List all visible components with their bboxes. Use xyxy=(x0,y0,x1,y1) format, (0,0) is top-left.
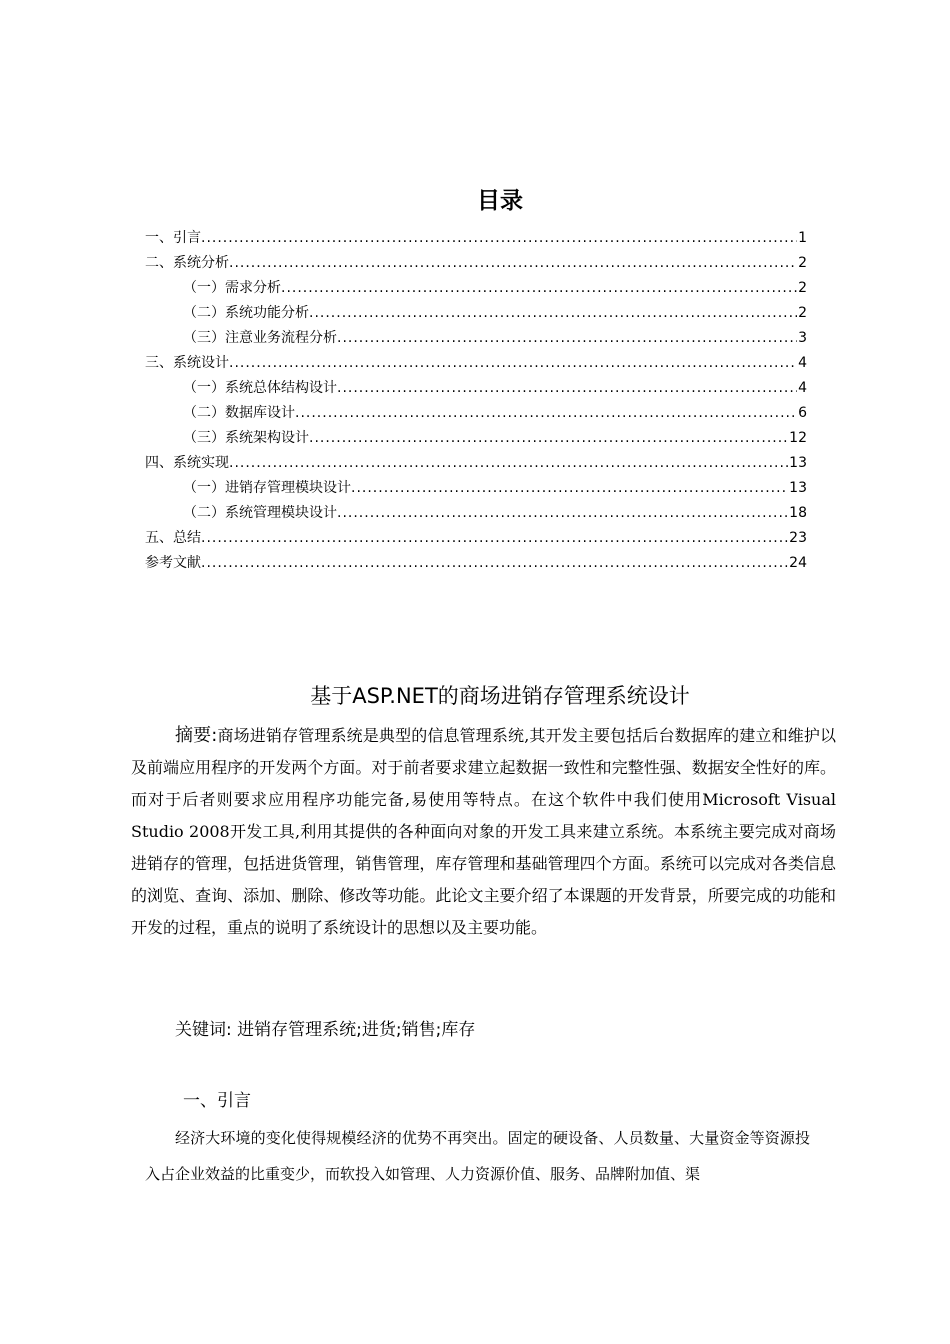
toc-entry[interactable] xyxy=(145,301,807,326)
toc-entry-page: 12 xyxy=(789,430,807,446)
toc-entry-label: 二、系统分析 xyxy=(145,255,229,271)
section-heading: 一、引言 xyxy=(183,1091,251,1111)
toc-entry[interactable] xyxy=(145,401,807,426)
toc-leader-dots xyxy=(337,326,797,351)
toc-entry[interactable] xyxy=(145,476,807,501)
toc-leader-dots xyxy=(201,551,788,576)
toc-entry[interactable] xyxy=(145,376,807,401)
toc-leader-dots xyxy=(337,376,797,401)
toc-entry-label: 四、系统实现 xyxy=(145,455,229,471)
toc-entry-label: 五、总结 xyxy=(145,530,201,546)
toc-leader-dots xyxy=(309,301,797,326)
toc-entry-page: 24 xyxy=(789,555,807,571)
toc-leader-dots xyxy=(309,426,788,451)
toc-leader-dots xyxy=(337,501,788,526)
keywords-label: 关键词: xyxy=(175,1020,232,1040)
abstract-paragraph xyxy=(131,720,836,944)
toc-entry[interactable] xyxy=(145,251,807,276)
toc-entry-label: （一）系统总体结构设计 xyxy=(183,380,337,396)
toc-leader-dots xyxy=(229,351,797,376)
toc-entry-label: 参考文献 xyxy=(145,555,201,571)
keywords-line xyxy=(175,1014,835,1046)
toc-entry-label: 一、引言 xyxy=(145,230,201,246)
toc-entry-label: 三、系统设计 xyxy=(145,355,229,371)
toc-entry-page: 2 xyxy=(798,280,807,296)
toc-entry[interactable] xyxy=(145,451,807,476)
toc-entry-page: 6 xyxy=(798,405,807,421)
toc-entry-page: 2 xyxy=(798,255,807,271)
toc-entry-label: （三）注意业务流程分析 xyxy=(183,330,337,346)
toc-entry-label: （三）系统架构设计 xyxy=(183,430,309,446)
toc-leader-dots xyxy=(201,226,797,251)
toc-leader-dots xyxy=(351,476,788,501)
toc-entry[interactable] xyxy=(145,426,807,451)
toc-leader-dots xyxy=(229,251,797,276)
toc-entry-label: （二）数据库设计 xyxy=(183,405,295,421)
toc-leader-dots xyxy=(201,526,788,551)
toc-entry-label: （二）系统管理模块设计 xyxy=(183,505,337,521)
toc-entry[interactable] xyxy=(145,326,807,351)
toc-entry-page: 13 xyxy=(789,455,807,471)
toc-leader-dots xyxy=(281,276,797,301)
toc-entry-page: 2 xyxy=(798,305,807,321)
toc-entry[interactable] xyxy=(145,551,807,576)
abstract-text: 商场进销存管理系统是典型的信息管理系统,其开发主要包括后台数据库的建立和维护以及前端应用程序的开发两个方面。对于前者要求建立起数据一致性和完整性强、数据安全性好的库。而对于后者则要求应用程序功能完备,易使用等特点。在这个软件中我们使用Microsoft Visual Studio 2008开发工具,利用其提供的各种面向对象的开发工具来建立系统。本系统主要完成对商场进销存的管理，包括进货管理，销售管理，库存管理和基础管理四个方面。系统可以完成对各类信息的浏览、查询、添加、删除、修改等功能。此论文主要介绍了本课题的开发背景，所要完成的功能和开发的过程，重点的说明了系统设计的思想以及主要功能。 xyxy=(131,726,836,937)
toc-entry-label: （二）系统功能分析 xyxy=(183,305,309,321)
intro-paragraph: 经济大环境的变化使得规模经济的优势不再突出。固定的硬设备、人员数量、大量资金等资源投入占企业效益的比重变少，而软投入如管理、人力资源价值、服务、品牌附加值、渠 xyxy=(145,1129,810,1183)
toc-entry[interactable] xyxy=(145,526,807,551)
toc-entry-label: （一）需求分析 xyxy=(183,280,281,296)
toc-entry[interactable] xyxy=(145,501,807,526)
toc-entry-page: 18 xyxy=(789,505,807,521)
toc-entry-page: 23 xyxy=(789,530,807,546)
toc-entry-page: 13 xyxy=(789,480,807,496)
toc-leader-dots xyxy=(229,451,788,476)
toc-entry-page: 3 xyxy=(798,330,807,346)
toc-entry-page: 4 xyxy=(798,380,807,396)
toc-entry[interactable] xyxy=(145,276,807,301)
toc-title: 目录 xyxy=(477,188,523,214)
abstract-label: 摘要: xyxy=(175,725,218,746)
keywords-text: 进销存管理系统;进货;销售;库存 xyxy=(237,1020,476,1040)
toc-leader-dots xyxy=(295,401,797,426)
toc-entry-page: 1 xyxy=(798,230,807,246)
document-title: 基于ASP.NET的商场进销存管理系统设计 xyxy=(310,684,690,708)
toc-entry[interactable] xyxy=(145,351,807,376)
toc-entry-page: 4 xyxy=(798,355,807,371)
toc-entry[interactable] xyxy=(145,226,807,251)
toc-entry-label: （一）进销存管理模块设计 xyxy=(183,480,351,496)
table-of-contents xyxy=(145,226,807,576)
